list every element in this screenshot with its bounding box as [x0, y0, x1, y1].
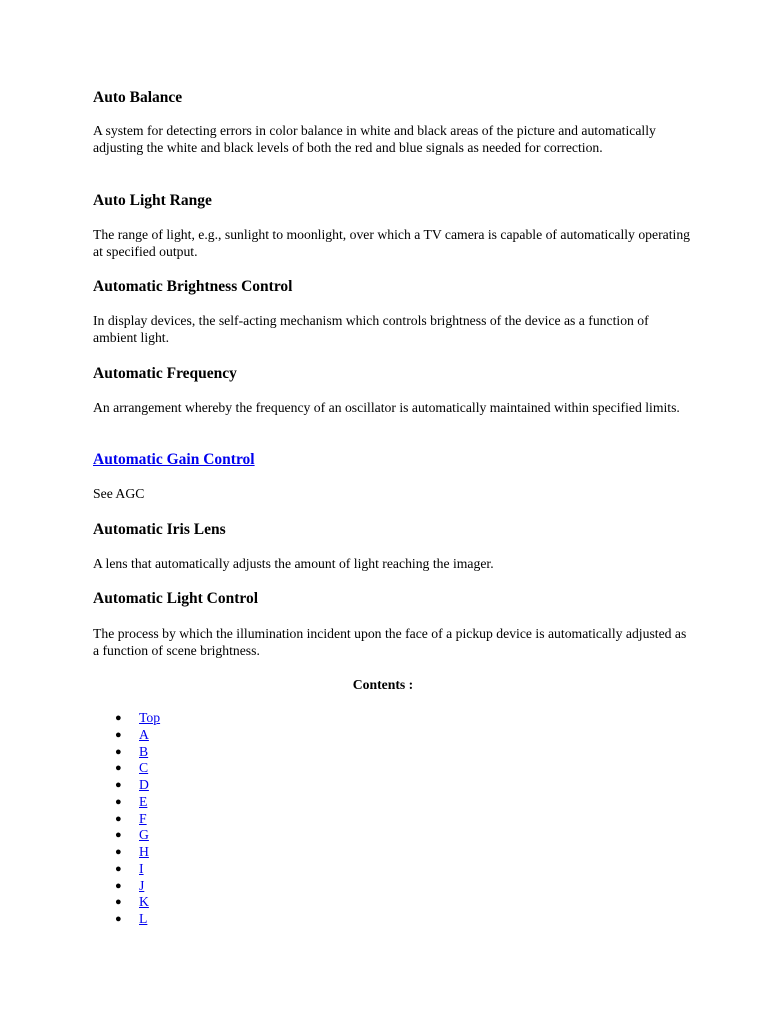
- term-definition: A system for detecting errors in color balance in white and black areas of the picture and automatically adjusting the white and black levels of both the red and blue signals as needed for correction.: [93, 123, 656, 155]
- glossary-entry: [93, 89, 693, 155]
- bullet-icon: ●: [115, 879, 122, 892]
- contents-item: [93, 811, 160, 828]
- contents-item: [93, 794, 160, 811]
- contents-item: [93, 710, 160, 727]
- contents-link[interactable]: F: [139, 810, 147, 826]
- contents-link[interactable]: H: [139, 844, 149, 859]
- contents-list: [93, 710, 160, 928]
- contents-link[interactable]: J: [139, 877, 145, 893]
- contents-link[interactable]: K: [139, 894, 149, 910]
- contents-item: [93, 894, 160, 911]
- contents-item: [93, 844, 160, 861]
- contents-title: Contents :: [352, 677, 414, 692]
- bullet-icon: ●: [115, 728, 122, 741]
- bullet-icon: ●: [115, 795, 122, 808]
- contents-link[interactable]: Top: [139, 710, 161, 725]
- bullet-icon: ●: [115, 745, 122, 758]
- bullet-icon: ●: [115, 812, 122, 825]
- term-heading: Automatic Frequency: [93, 365, 237, 382]
- term-heading: Automatic Brightness Control: [93, 278, 293, 295]
- contents-item: [93, 861, 160, 878]
- term-link[interactable]: Automatic Gain Control: [93, 451, 255, 468]
- contents-item: [93, 744, 160, 761]
- contents-link[interactable]: C: [139, 760, 149, 776]
- term-heading: Automatic Iris Lens: [93, 521, 226, 538]
- contents-link[interactable]: A: [139, 726, 149, 742]
- contents-link[interactable]: I: [139, 860, 144, 876]
- term-definition: The range of light, e.g., sunlight to moonlight, over which a TV camera is capable of automatically operating at specified output.: [93, 227, 691, 259]
- term-definition: The process by which the illumination incident upon the face of a pickup device is automatically adjusted as a function of scene brightness.: [93, 626, 687, 658]
- contents-link[interactable]: G: [139, 827, 149, 843]
- bullet-icon: ●: [115, 712, 122, 724]
- term-heading: Automatic Light Control: [93, 590, 259, 607]
- contents-item: [93, 760, 160, 777]
- contents-link[interactable]: D: [139, 777, 149, 792]
- term-definition: A lens that automatically adjusts the amount of light reaching the imager.: [93, 556, 494, 571]
- contents-link[interactable]: E: [139, 793, 148, 809]
- glossary-entry: [93, 451, 693, 501]
- term-heading: Auto Light Range: [93, 192, 212, 209]
- term-definition: See AGC: [93, 486, 145, 501]
- contents-item: [93, 777, 160, 794]
- glossary-entry: [93, 278, 693, 345]
- contents-item: [93, 727, 160, 744]
- contents-link[interactable]: L: [139, 911, 148, 926]
- bullet-icon: ●: [115, 779, 122, 791]
- contents-item: [93, 911, 160, 928]
- contents-link[interactable]: B: [139, 743, 149, 759]
- bullet-icon: ●: [115, 862, 122, 875]
- bullet-icon: ●: [115, 896, 122, 909]
- bullet-icon: ●: [115, 762, 122, 775]
- term-definition: An arrangement whereby the frequency of an oscillator is automatically maintained within specified limits.: [93, 400, 680, 415]
- term-definition: In display devices, the self-acting mechanism which controls brightness of the device as a function of ambient light.: [93, 313, 649, 345]
- glossary-entry: [93, 521, 693, 571]
- bullet-icon: ●: [115, 913, 122, 925]
- bullet-icon: ●: [115, 829, 122, 842]
- bullet-icon: ●: [115, 846, 122, 858]
- contents-item: [93, 878, 160, 895]
- glossary-entry: [93, 590, 693, 658]
- term-heading: Auto Balance: [93, 89, 183, 106]
- contents-item: [93, 827, 160, 844]
- glossary-entry: [93, 192, 693, 259]
- glossary-entry: [93, 365, 693, 415]
